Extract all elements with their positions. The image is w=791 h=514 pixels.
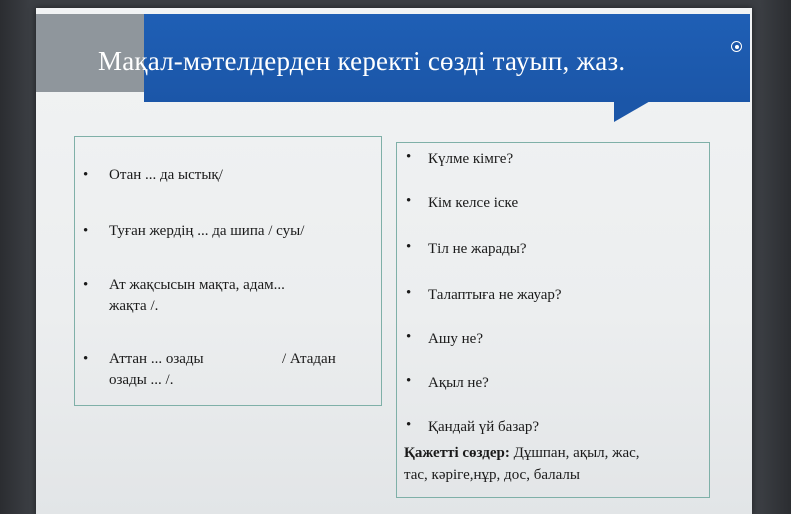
bullet-icon: • xyxy=(406,329,412,345)
close-circle-icon[interactable] xyxy=(731,41,742,52)
bullet-icon: • xyxy=(83,167,89,183)
required-words-line2: тас, кәріге,нұр, дос, балалы xyxy=(404,467,580,483)
title-banner-tail xyxy=(614,100,652,122)
presentation-slide xyxy=(36,8,752,514)
left-item-3-line1: Ат жақсысын мақта, адам... xyxy=(109,277,285,293)
bullet-icon: • xyxy=(406,239,412,255)
bullet-icon: • xyxy=(406,285,412,301)
slide-title: Мақал-мәтелдерден керекті сөзді тауып, жаз. xyxy=(98,46,626,76)
bullet-icon: • xyxy=(406,373,412,389)
right-item-2: Кім келсе іске xyxy=(428,195,519,211)
bullet-icon: • xyxy=(83,351,89,367)
required-words-line1: Дұшпан, ақыл, жас, xyxy=(509,445,640,461)
left-item-1: Отан ... да ыстық/ xyxy=(109,167,223,183)
left-item-3-line2: жақта /. xyxy=(109,298,159,314)
required-words-label: Қажетті сөздер: xyxy=(404,445,510,461)
right-item-3: Тіл не жарады? xyxy=(428,241,527,257)
bullet-icon: • xyxy=(406,149,412,165)
required-words xyxy=(404,442,704,486)
right-item-7: Қандай үй базар? xyxy=(428,419,540,435)
bullet-icon: • xyxy=(83,223,89,239)
left-item-4-line1b: / Атадан xyxy=(282,351,336,367)
left-item-2: Туған жердің ... да шипа / суы/ xyxy=(109,223,305,239)
bullet-icon: • xyxy=(83,277,89,293)
bullet-icon: • xyxy=(406,193,412,209)
right-item-1: Күлме кімге? xyxy=(428,151,514,167)
right-item-5: Ашу не? xyxy=(428,331,483,347)
left-item-4-line1: Аттан ... озады xyxy=(109,351,204,367)
right-item-4: Талаптыға не жауар? xyxy=(428,287,562,303)
left-item-4-line2: озады ... /. xyxy=(109,372,174,388)
right-item-6: Ақыл не? xyxy=(428,375,489,391)
bullet-icon: • xyxy=(406,417,412,433)
